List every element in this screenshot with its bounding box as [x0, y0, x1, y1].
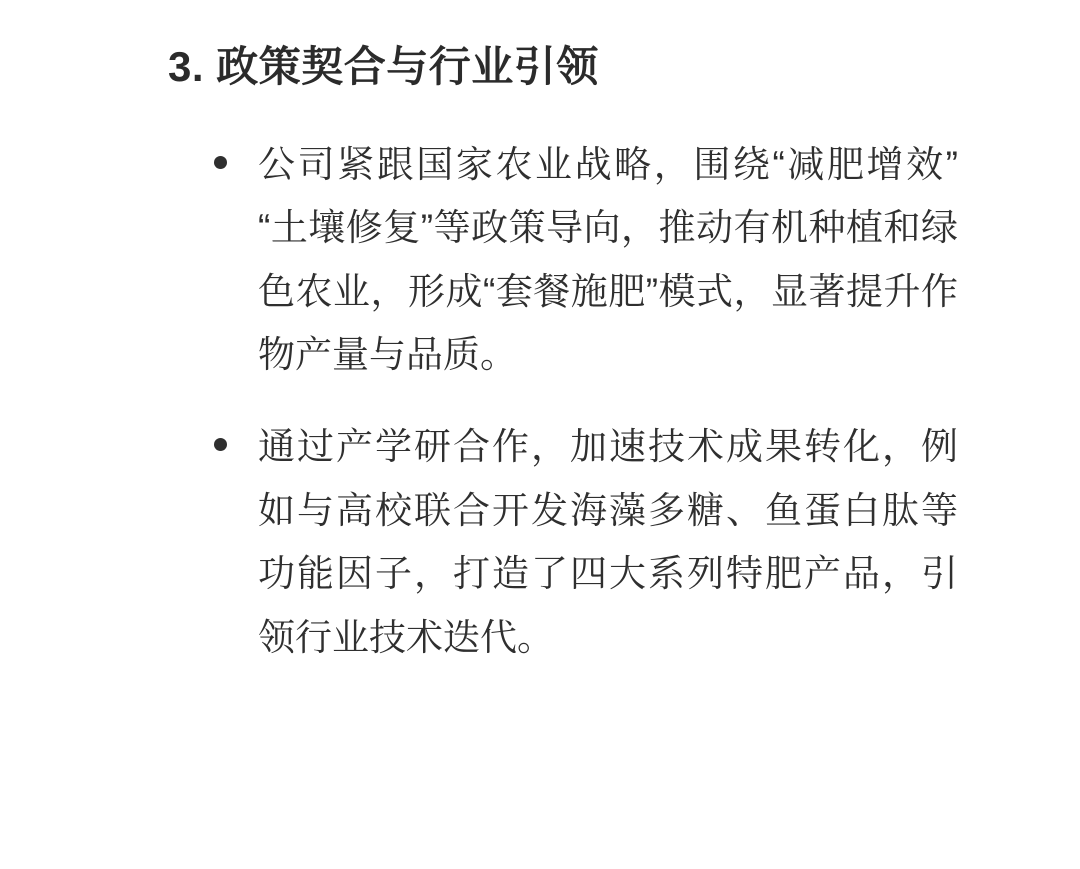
list-item-text: 公司紧跟国家农业战略，围绕“减肥增效”“土壤修复”等政策导向，推动有机种植和绿色农业，形成“套餐施肥”模式，显著提升作物产量与品质。: [258, 143, 958, 376]
list-item: [210, 415, 958, 670]
page-title: 3. 政策契合与行业引领: [168, 43, 599, 90]
bullet-list: [168, 133, 990, 670]
list-item: [210, 133, 958, 388]
bullet-dot-icon: [214, 438, 227, 451]
list-item-text: 通过产学研合作，加速技术成果转化，例如与高校联合开发海藻多糖、鱼蛋白肽等功能因子，打造了四大系列特肥产品，引领行业技术迭代。: [258, 426, 958, 658]
bullet-dot-icon: [214, 156, 227, 169]
